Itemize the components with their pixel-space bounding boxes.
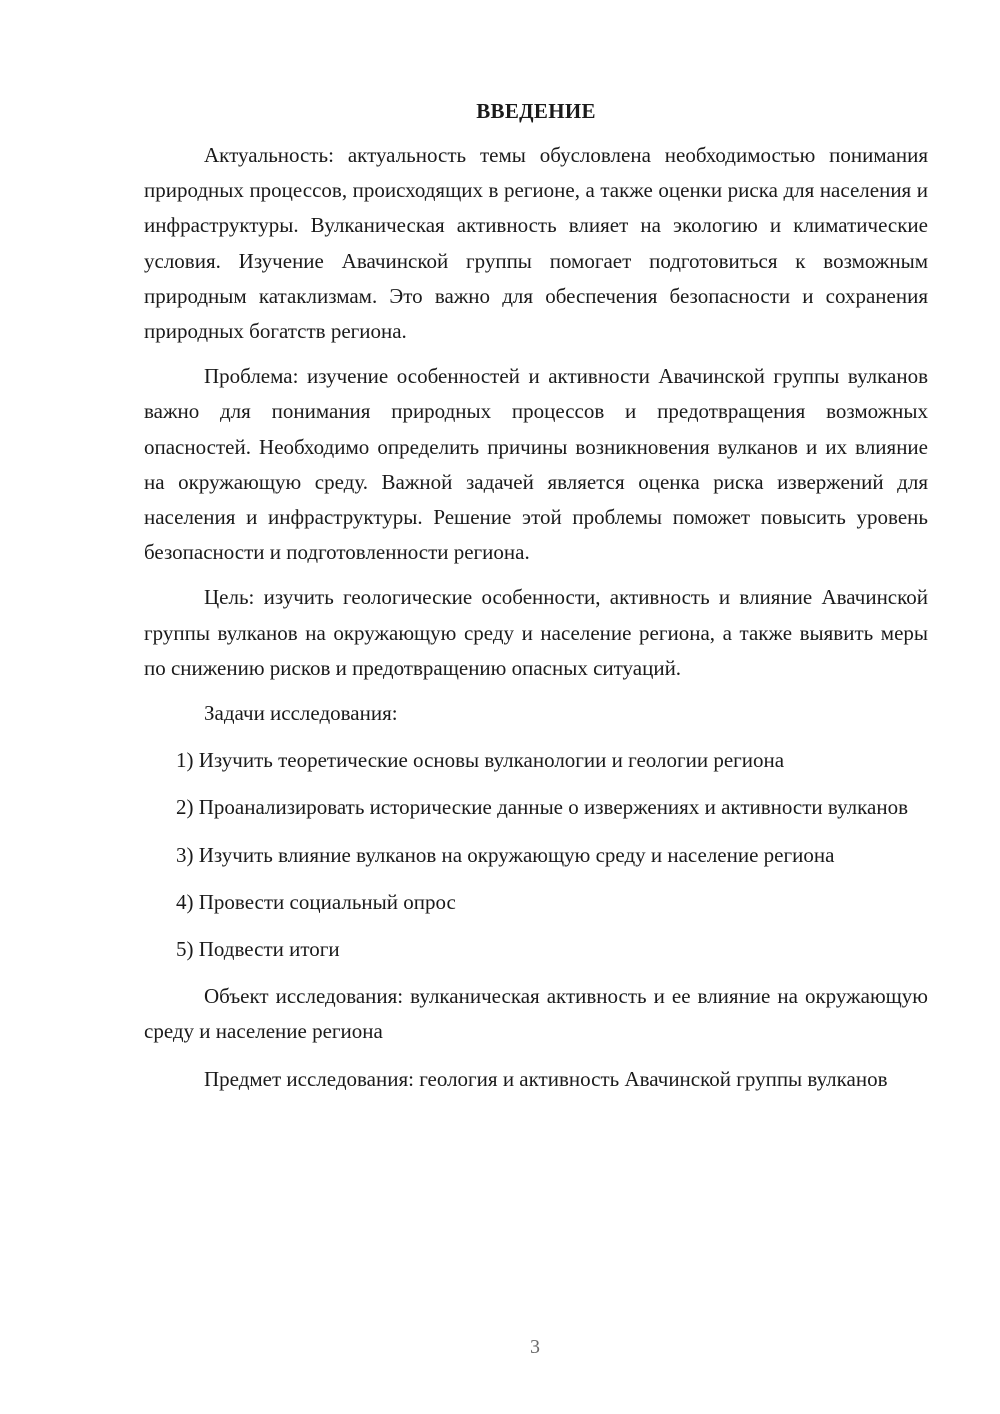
research-object-paragraph: Объект исследования: вулканическая активность и ее влияние на окружающую среду и население региона xyxy=(144,984,928,1044)
problem-paragraph: Проблема: изучение особенностей и активности Авачинской группы вулканов важно для понимания природных процессов и предотвращения возможных опасностей. Необходимо определить причины возникновения вулканов и их влияние на окружающую среду. Важной задачей является оценка риска извержений для населения и инфраструктуры. Решение этой проблемы поможет повысить уровень безопасности и подготовленности региона. xyxy=(144,364,928,565)
task-item-3: 3) Изучить влияние вулканов на окружающую среду и население региона xyxy=(176,842,835,867)
relevance-paragraph: Актуальность: актуальность темы обусловлена необходимостью понимания природных процессов, происходящих в регионе, а также оценки риска для населения и инфраструктуры. Вулканическая активность влияет на экологию и климатические условия. Изучение Авачинской группы помогает подготовиться к возможным природным катаклизмам. Это важно для обеспечения безопасности и сохранения природных богатств региона. xyxy=(144,143,928,344)
page-content xyxy=(144,96,928,1097)
tasks-heading: Задачи исследования: xyxy=(204,701,398,726)
task-item-5: 5) Подвести итоги xyxy=(176,937,340,962)
research-subject-paragraph: Предмет исследования: геология и активность Авачинской группы вулканов xyxy=(204,1066,888,1091)
task-item-4: 4) Провести социальный опрос xyxy=(176,889,456,914)
page-number: 3 xyxy=(530,1336,540,1358)
page-title: ВВЕДЕНИЕ xyxy=(476,99,596,123)
goal-paragraph: Цель: изучить геологические особенности, активность и влияние Авачинской группы вулканов на окружающую среду и население региона, а также выявить меры по снижению рисков и предотвращению опасных ситуаций. xyxy=(144,585,928,680)
task-item-1: 1) Изучить теоретические основы вулканологии и геологии региона xyxy=(176,748,785,773)
task-item-2: 2) Проанализировать исторические данные о извержениях и активности вулканов xyxy=(176,795,909,820)
